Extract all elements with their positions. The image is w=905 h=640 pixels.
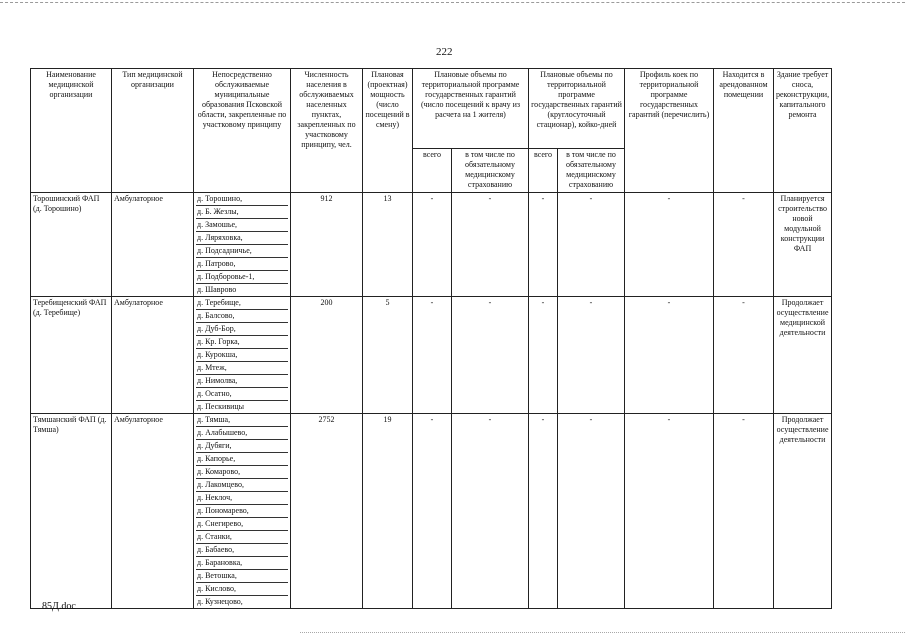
village-item: д. Кислово, (196, 583, 288, 596)
village-item: д. Замошье, (196, 219, 288, 232)
inpatient-total: - (529, 414, 558, 609)
bed-profile-value: - (625, 414, 714, 609)
table-row (31, 414, 832, 609)
inpatient-total: - (529, 297, 558, 414)
village-list (194, 297, 291, 414)
outpatient-total: - (413, 414, 452, 609)
header-building: Здание требует сноса, реконструкции, капитального ремонта (774, 69, 832, 193)
capacity-value: 19 (363, 414, 413, 609)
village-item: д. Балсово, (196, 310, 288, 323)
header-capacity: Плановая (проектная) мощность (число посещений в смену) (363, 69, 413, 193)
org-type: Амбулаторное (112, 193, 194, 297)
page-number: 222 (436, 46, 453, 58)
table-row (31, 193, 832, 297)
bed-profile-value: - (625, 297, 714, 414)
village-item: д. Курокша, (196, 349, 288, 362)
village-item: д. Теребище, (196, 297, 288, 310)
village-item: д. Б. Жезлы, (196, 206, 288, 219)
population-value: 200 (291, 297, 363, 414)
village-item: д. Бабаево, (196, 544, 288, 557)
village-item: д. Торошино, (196, 193, 288, 206)
village-item: д. Комарово, (196, 466, 288, 479)
village-list (194, 414, 291, 609)
village-item: д. Подборовье-1, (196, 271, 288, 284)
village-item: д. Ветошка, (196, 570, 288, 583)
village-item: д. Ляряховка, (196, 232, 288, 245)
village-item: д. Дубяги, (196, 440, 288, 453)
header-population: Численность населения в обслуживаемых населенных пунктах, закрепленных по участковому принципу, чел. (291, 69, 363, 193)
org-type: Амбулаторное (112, 414, 194, 609)
leased-value: - (714, 414, 774, 609)
top-border-line (0, 2, 905, 3)
village-item: д. Нимолва, (196, 375, 288, 388)
population-value: 2752 (291, 414, 363, 609)
subheader-total: всего (413, 149, 452, 193)
header-municipal: Непосредственно обслуживаемые муниципальные образования Псковской области, закрепленные по участковому принципу (194, 69, 291, 193)
leased-value: - (714, 297, 774, 414)
leased-value: - (714, 193, 774, 297)
building-status: Планируется строительство новой модульной конструкции ФАП (774, 193, 832, 297)
outpatient-total: - (413, 297, 452, 414)
subheader-insurance: в том числе по обязательному медицинскому страхованию (452, 149, 529, 193)
village-item: д. Лакомцево, (196, 479, 288, 492)
population-value: 912 (291, 193, 363, 297)
village-item: д. Осатно, (196, 388, 288, 401)
village-item: д. Капорье, (196, 453, 288, 466)
outpatient-insurance: - (452, 297, 529, 414)
header-name: Наименование медицинской организации (31, 69, 112, 193)
village-item: д. Пескивицы (197, 402, 245, 411)
village-item: д. Алабышево, (196, 427, 288, 440)
village-item: д. Станки, (196, 531, 288, 544)
document-filename: 85Д.doc (42, 601, 76, 612)
capacity-value: 5 (363, 297, 413, 414)
header-type: Тип медицинской организации (112, 69, 194, 193)
village-item: д. Кр. Горка, (196, 336, 288, 349)
facility-table (30, 68, 832, 609)
village-item: д. Кузнецово, (197, 597, 243, 606)
village-item: д. Пономарево, (196, 505, 288, 518)
header-bed-profile: Профиль коек по территориальной программе государственных гарантий (перечислить) (625, 69, 714, 193)
village-item: д. Подсадничье, (196, 245, 288, 258)
inpatient-insurance: - (558, 414, 625, 609)
org-name: Теребищенский ФАП (д. Теребище) (31, 297, 112, 414)
subheader-total: всего (529, 149, 558, 193)
village-item: д. Дуб-Бор, (196, 323, 288, 336)
village-item: д. Мтеж, (196, 362, 288, 375)
inpatient-total: - (529, 193, 558, 297)
inpatient-insurance: - (558, 297, 625, 414)
village-item: д. Снегирево, (196, 518, 288, 531)
bed-profile-value: - (625, 193, 714, 297)
outpatient-insurance: - (452, 193, 529, 297)
table-body (31, 193, 832, 609)
subheader-insurance: в том числе по обязательному медицинскому страхованию (558, 149, 625, 193)
outpatient-insurance: - (452, 414, 529, 609)
table-row (31, 297, 832, 414)
village-item: д. Шаврово (197, 285, 237, 294)
village-item: д. Тямша, (196, 414, 288, 427)
inpatient-insurance: - (558, 193, 625, 297)
village-item: д. Неклоч, (196, 492, 288, 505)
village-item: д. Патрово, (196, 258, 288, 271)
bottom-border-line (300, 632, 905, 633)
village-list (194, 193, 291, 297)
org-name: Тямшанский ФАП (д. Тямша) (31, 414, 112, 609)
capacity-value: 13 (363, 193, 413, 297)
header-planned-inpatient: Плановые объемы по территориальной программе государственных гарантий (круглосуточный стационар), койко-дней (529, 69, 625, 149)
org-name: Торошинский ФАП (д. Торошино) (31, 193, 112, 297)
building-status: Продолжает осуществление медицинской деятельности (774, 297, 832, 414)
building-status: Продолжает осуществление деятельности (774, 414, 832, 609)
header-leased: Находится в арендованном помещении (714, 69, 774, 193)
org-type: Амбулаторное (112, 297, 194, 414)
header-planned-outpatient: Плановые объемы по территориальной программе государственных гарантий (число посещений к врачу из расчета на 1 жителя) (413, 69, 529, 149)
village-item: д. Барановка, (196, 557, 288, 570)
outpatient-total: - (413, 193, 452, 297)
